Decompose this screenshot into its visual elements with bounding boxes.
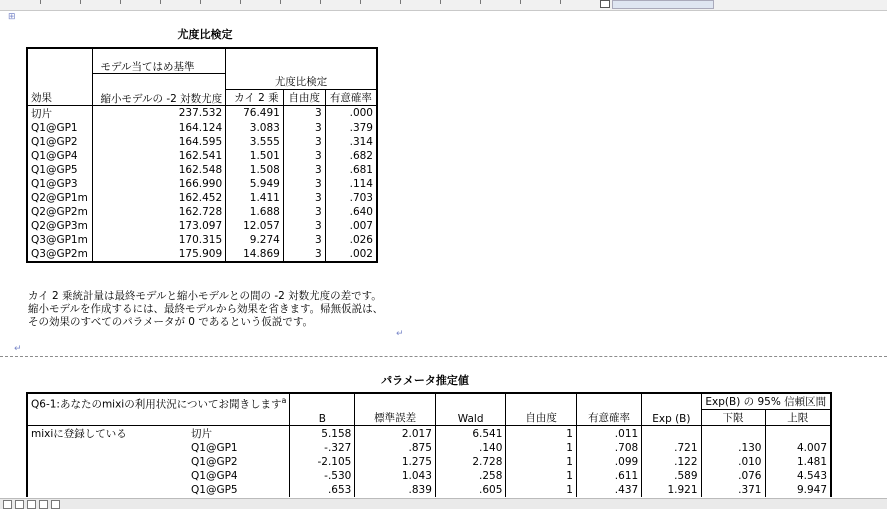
cell-chi2: 5.949 [226, 177, 284, 191]
table-row [27, 441, 831, 455]
cell-term: 切片 [191, 428, 213, 440]
col-header-effect: 効果 [27, 48, 92, 105]
cell-df: 3 [283, 205, 325, 219]
cell-chi2: 1.508 [226, 163, 284, 177]
cell-se: .875 [355, 441, 436, 455]
ruler-tick [200, 0, 201, 4]
cell-sig: .026 [325, 233, 377, 247]
col-header-upper: 上限 [765, 410, 831, 426]
cell-group [27, 441, 188, 455]
cell-sig: .002 [325, 247, 377, 262]
cell-expb: .589 [642, 469, 701, 483]
cell-group [27, 455, 188, 469]
cell-sig: .114 [325, 177, 377, 191]
header-row [27, 393, 831, 410]
table-row [27, 163, 377, 177]
table-row [27, 205, 377, 219]
cell-chi2: 3.083 [226, 121, 284, 135]
cell-neg2ll: 162.548 [92, 163, 226, 177]
header-row [27, 48, 377, 74]
status-bar [0, 498, 887, 509]
cell-upper [765, 426, 831, 442]
col-header-expb: Exp (B) [642, 393, 701, 426]
cell-effect: 切片 [31, 107, 52, 120]
cell-b: .653 [290, 483, 355, 497]
col-header-chi2: カイ 2 乗 [226, 89, 284, 105]
col-header-neg2ll: 縮小モデルの -2 対数尤度 [92, 74, 226, 106]
ruler-tick [160, 0, 161, 4]
cell-lower: .010 [701, 455, 765, 469]
cell-neg2ll: 173.097 [92, 219, 226, 233]
table-column-marker[interactable] [600, 0, 610, 8]
cell-term: Q1@GP2 [191, 456, 238, 468]
cell-lower: .130 [701, 441, 765, 455]
cell-df: 3 [283, 233, 325, 247]
cell-lower: .076 [701, 469, 765, 483]
cell-df: 1 [506, 441, 577, 455]
cell-chi2: 1.688 [226, 205, 284, 219]
cell-effect: Q1@GP4 [31, 149, 78, 162]
table-row [27, 135, 377, 149]
ruler-tick [80, 0, 81, 4]
col-header-sig: 有意確率 [325, 89, 377, 105]
cell-effect: Q1@GP1 [31, 121, 78, 134]
ruler-tick [400, 0, 401, 4]
cell-upper: 9.947 [765, 483, 831, 497]
cell-chi2: 76.491 [226, 105, 284, 121]
cell-effect: Q3@GP1m [31, 233, 88, 246]
table-row [27, 177, 377, 191]
cell-term: Q1@GP5 [191, 484, 238, 496]
cell-se: 2.017 [355, 426, 436, 442]
cell-effect: Q2@GP2m [31, 205, 88, 218]
cell-se: 1.275 [355, 455, 436, 469]
table-row [27, 455, 831, 469]
col-header-wald: Wald [435, 393, 505, 426]
cell-neg2ll: 170.315 [92, 233, 226, 247]
likelihood-ratio-table [26, 47, 378, 263]
cell-neg2ll: 162.452 [92, 191, 226, 205]
lr-test-footnote: カイ 2 乗統計量は最終モデルと縮小モデルとの間の -2 対数尤度の差です。縮小モデルを作成するには、最終モデルから効果を省きます。帰無仮説は、その効果のすべてのパラメータが 0 であるという仮説です。 [28, 290, 384, 328]
lr-test-title: 尤度比検定 [177, 28, 233, 41]
table-row [27, 426, 831, 442]
ruler-tick [240, 0, 241, 4]
cell-sig: .379 [325, 121, 377, 135]
ruler-tick [280, 0, 281, 4]
table-move-handle-icon[interactable]: ⊞ [8, 12, 16, 22]
cell-effect: Q1@GP2 [31, 135, 78, 148]
cell-neg2ll: 166.990 [92, 177, 226, 191]
parameter-estimates-table [26, 392, 832, 497]
table-row [27, 233, 377, 247]
cell-effect: Q3@GP2m [31, 247, 88, 260]
col-header-lr-group [226, 48, 377, 74]
cell-wald: .605 [435, 483, 505, 497]
cell-df: 3 [283, 247, 325, 262]
cell-effect: Q1@GP3 [31, 177, 78, 190]
cell-wald: .140 [435, 441, 505, 455]
cell-lower: .371 [701, 483, 765, 497]
cell-upper: 4.543 [765, 469, 831, 483]
cell-df: 1 [506, 469, 577, 483]
col-header-lower: 下限 [701, 410, 765, 426]
cell-group: mixiに登録している [31, 428, 127, 440]
horizontal-ruler[interactable] [0, 0, 887, 11]
cell-b: -2.105 [290, 455, 355, 469]
cell-neg2ll: 164.124 [92, 121, 226, 135]
cell-term: Q1@GP4 [191, 470, 238, 482]
cell-effect: Q2@GP1m [31, 191, 88, 204]
cell-upper: 1.481 [765, 455, 831, 469]
ruler-tick [520, 0, 521, 4]
cell-df: 3 [283, 105, 325, 121]
cell-b: -.530 [290, 469, 355, 483]
cell-chi2: 3.555 [226, 135, 284, 149]
cell-df: 3 [283, 149, 325, 163]
paragraph-mark-icon: ↵ [396, 329, 404, 339]
cell-df: 3 [283, 191, 325, 205]
cell-sig: .640 [325, 205, 377, 219]
table-row [27, 105, 377, 121]
cell-expb [642, 426, 701, 442]
cell-se: 1.043 [355, 469, 436, 483]
paragraph-mark-icon: ↵ [14, 344, 22, 354]
cell-sig: .708 [576, 441, 641, 455]
table-row [27, 219, 377, 233]
cell-chi2: 9.274 [226, 233, 284, 247]
cell-chi2: 14.869 [226, 247, 284, 262]
ruler-tick [480, 0, 481, 4]
cell-df: 1 [506, 483, 577, 497]
cell-df: 3 [283, 135, 325, 149]
ruler-tick [360, 0, 361, 4]
cell-sig: .437 [576, 483, 641, 497]
col-header-lr-test: 尤度比検定 [226, 74, 377, 90]
footnote-marker: a [281, 396, 287, 405]
cell-chi2: 12.057 [226, 219, 284, 233]
cell-neg2ll: 162.541 [92, 149, 226, 163]
cell-group [27, 469, 188, 483]
cell-wald: .258 [435, 469, 505, 483]
col-header-df: 自由度 [506, 393, 577, 426]
cell-se: .839 [355, 483, 436, 497]
col-header-question: Q6-1:あなたのmixiの利用状況についてお聞きします [31, 398, 282, 411]
table-row [27, 247, 377, 262]
cell-wald: 6.541 [435, 426, 505, 442]
page-break-line [0, 356, 887, 357]
cell-sig: .007 [325, 219, 377, 233]
cell-sig: .703 [325, 191, 377, 205]
ruler-tick [120, 0, 121, 4]
cell-effect: Q2@GP3m [31, 219, 88, 232]
cell-neg2ll: 175.909 [92, 247, 226, 262]
ruler-tick [560, 0, 561, 4]
table-row [27, 469, 831, 483]
cell-sig: .000 [325, 105, 377, 121]
cell-group [27, 483, 188, 497]
cell-sig: .682 [325, 149, 377, 163]
cell-chi2: 1.501 [226, 149, 284, 163]
cell-b: 5.158 [290, 426, 355, 442]
table-row [27, 149, 377, 163]
cell-sig: .011 [576, 426, 641, 442]
cell-neg2ll: 237.532 [92, 105, 226, 121]
ruler-selection [612, 0, 714, 9]
cell-effect: Q1@GP5 [31, 163, 78, 176]
ruler-tick [40, 0, 41, 4]
cell-sig: .099 [576, 455, 641, 469]
col-header-b: B [290, 393, 355, 426]
table-row [27, 121, 377, 135]
cell-expb: 1.921 [642, 483, 701, 497]
cell-sig: .681 [325, 163, 377, 177]
cell-sig: .611 [576, 469, 641, 483]
cell-neg2ll: 162.728 [92, 205, 226, 219]
cell-df: 3 [283, 219, 325, 233]
table-row [27, 483, 831, 497]
cell-upper: 4.007 [765, 441, 831, 455]
cell-expb: .721 [642, 441, 701, 455]
cell-wald: 2.728 [435, 455, 505, 469]
cell-expb: .122 [642, 455, 701, 469]
cell-df: 1 [506, 426, 577, 442]
cell-df: 3 [283, 163, 325, 177]
cell-neg2ll: 164.595 [92, 135, 226, 149]
ruler-tick [440, 0, 441, 4]
param-est-title: パラメータ推定値 [381, 374, 469, 387]
ruler-tick [320, 0, 321, 4]
cell-lower [701, 426, 765, 442]
cell-df: 3 [283, 177, 325, 191]
col-header-se: 標準誤差 [355, 393, 436, 426]
col-header-fit-criterion: モデル当てはめ基準 [92, 48, 226, 74]
col-header-sig: 有意確率 [576, 393, 641, 426]
col-header-df: 自由度 [283, 89, 325, 105]
cell-df: 1 [506, 455, 577, 469]
cell-b: -.327 [290, 441, 355, 455]
cell-term: Q1@GP1 [191, 442, 238, 454]
cell-sig: .314 [325, 135, 377, 149]
col-header-ci-group: Exp(B) の 95% 信頼区間 [701, 393, 831, 410]
table-row [27, 191, 377, 205]
cell-df: 3 [283, 121, 325, 135]
cell-chi2: 1.411 [226, 191, 284, 205]
